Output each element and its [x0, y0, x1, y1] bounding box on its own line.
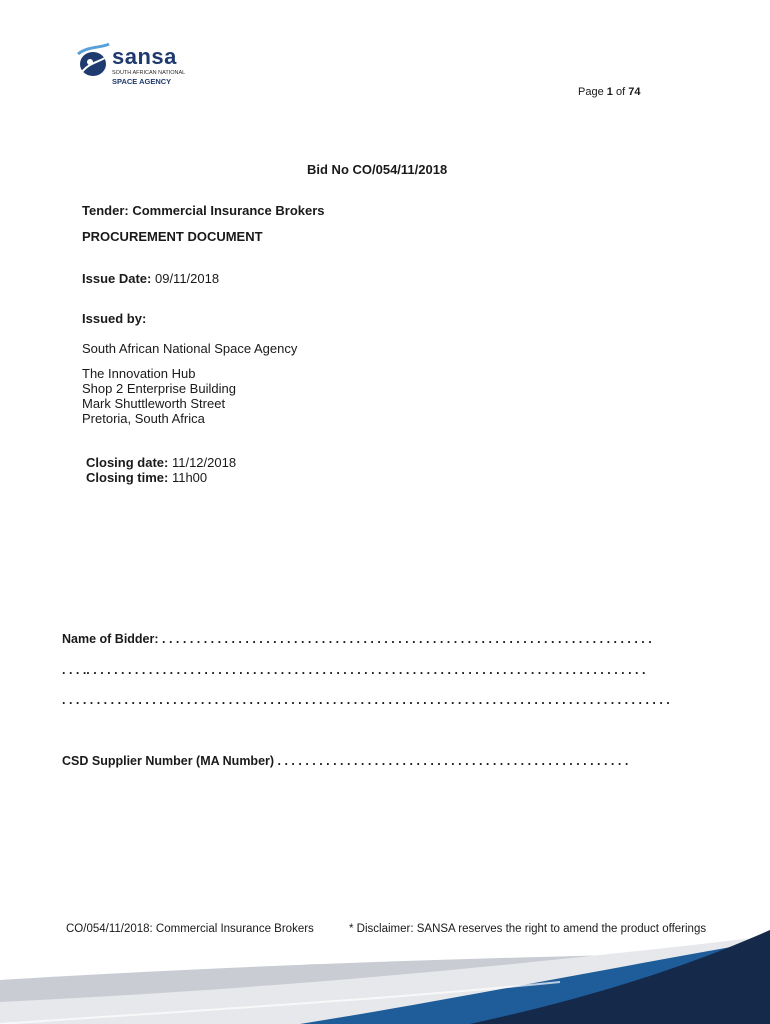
- page-number: [578, 86, 640, 98]
- closing-info: [86, 455, 236, 485]
- address-line: Pretoria, South Africa: [82, 411, 205, 426]
- page-current: 1: [606, 86, 613, 98]
- bid-number: Bid No CO/054/11/2018: [307, 162, 448, 177]
- closing-time: [86, 470, 236, 485]
- closing-date-value: 11/12/2018: [168, 455, 237, 470]
- issue-date: [82, 271, 219, 286]
- logo-wordmark: sansa: [112, 44, 177, 69]
- page-total: 74: [628, 86, 641, 98]
- closing-date: [86, 455, 236, 470]
- logo-subtitle-1: SOUTH AFRICAN NATIONAL: [112, 70, 186, 76]
- logo-subtitle-2: SPACE AGENCY: [112, 77, 172, 86]
- csd-supplier-number-field[interactable]: [62, 754, 628, 768]
- page-of: of: [615, 86, 626, 98]
- document-type: PROCUREMENT DOCUMENT: [82, 229, 263, 244]
- bidder-name-field[interactable]: [62, 632, 652, 646]
- address-line: Mark Shuttleworth Street: [82, 396, 226, 411]
- csd-dots: . . . . . . . . . . . . . . . . . . . . . . . . . . . . . . . . . . . . . . . . . . . . . . . . . . .: [274, 754, 629, 768]
- address-line: The Innovation Hub: [82, 366, 196, 381]
- bidder-name-label: Name of Bidder:: [62, 632, 159, 646]
- issued-by-label: Issued by:: [82, 311, 147, 326]
- sansa-logo: [76, 42, 196, 90]
- issue-date-value: 09/11/2018: [151, 271, 220, 286]
- footer-disclaimer: * Disclaimer: SANSA reserves the right to amend the product offerings: [349, 923, 707, 935]
- bidder-dots-line-3[interactable]: . . . . . . . . . . . . . . . . . . . . . . . . . . . . . . . . . . . . . . . . . . . . . . . . . . . . . . . . . . . . . . . . . . . . . . . . . . . . . . . . . . . . . . . .: [62, 693, 670, 707]
- page-label: Page: [578, 86, 604, 98]
- bidder-dots-line-2[interactable]: . . . .. . . . . . . . . . . . . . . . . . . . . . . . . . . . . . . . . . . . . . . . . . . . . . . . . . . . . . . . . . . . . . . . . . . . . . . . . . . . . . . . .: [62, 663, 646, 677]
- address-line: Shop 2 Enterprise Building: [82, 381, 236, 396]
- footer-wave-decoration: [0, 930, 770, 1024]
- issuer-organization: South African National Space Agency: [82, 341, 298, 356]
- issue-date-label: Issue Date:: [82, 271, 152, 286]
- footer-reference: CO/054/11/2018: Commercial Insurance Brokers: [66, 923, 314, 935]
- sansa-emblem-icon: [76, 42, 110, 80]
- closing-time-label: Closing time:: [86, 470, 169, 485]
- issuer-address: [82, 366, 236, 426]
- bidder-dots-1: . . . . . . . . . . . . . . . . . . . . . . . . . . . . . . . . . . . . . . . . . . . . . . . . . . . . . . . . . . . . . . . . . . . . . . .: [162, 632, 652, 646]
- closing-date-label: Closing date:: [86, 455, 169, 470]
- closing-time-value: 11h00: [168, 470, 208, 485]
- csd-label: CSD Supplier Number (MA Number): [62, 754, 275, 768]
- tender-title: Tender: Commercial Insurance Brokers: [82, 203, 325, 218]
